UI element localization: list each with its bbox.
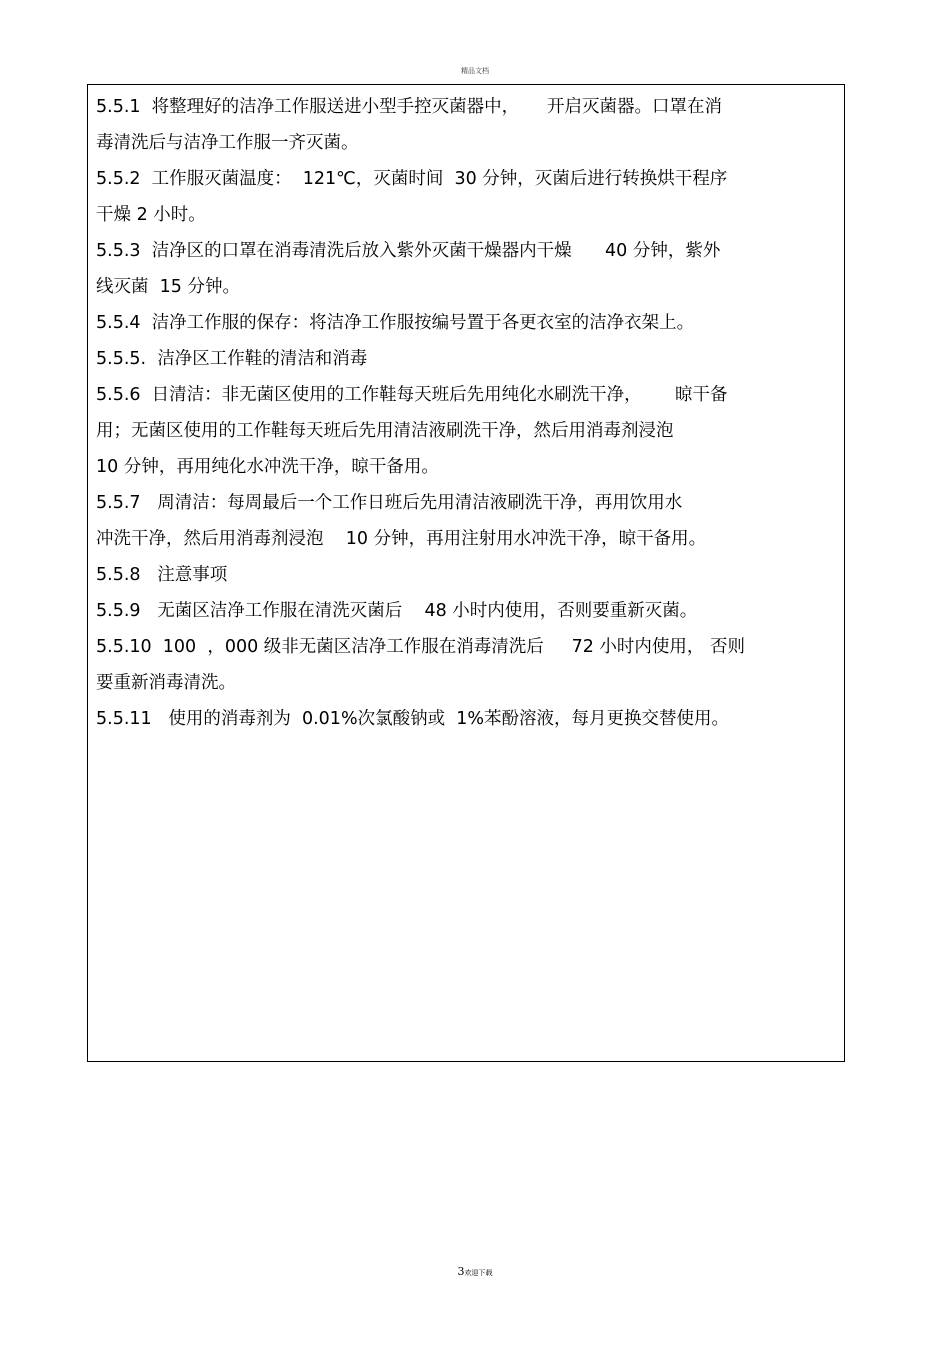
text-line: 5.5.4 洁净工作服的保存：将洁净工作服按编号置于各更衣室的洁净衣架上。 xyxy=(96,313,695,333)
text-line: 5.5.7 周清洁：每周最后一个工作日班后先用清洁液刷洗干净，再用饮用水 xyxy=(96,493,683,513)
text-line: 毒清洗后与洁净工作服一齐灭菌。 xyxy=(96,133,359,153)
text-line: 5.5.5. 洁净区工作鞋的清洁和消毒 xyxy=(96,349,368,369)
text-line: 10 分钟，再用纯化水冲洗干净，晾干备用。 xyxy=(96,457,439,477)
text-line: 5.5.3 洁净区的口罩在消毒清洗后放入紫外灭菌干燥器内干燥 40 分钟，紫外 xyxy=(96,241,721,261)
text-line: 5.5.1 将整理好的洁净工作服送进小型手控灭菌器中， 开启灭菌器。口罩在消 xyxy=(96,97,722,117)
header-watermark: 精品文档 xyxy=(461,67,489,75)
text-line: 5.5.6 日清洁：非无菌区使用的工作鞋每天班后先用纯化水刷洗干净， 晾干备 xyxy=(96,385,728,405)
content-lines xyxy=(96,89,838,737)
page-number: 3 xyxy=(457,1265,465,1278)
text-line: 冲洗干净，然后用消毒剂浸泡 10 分钟，再用注射用水冲洗干净，晾干备用。 xyxy=(96,529,707,549)
footer-text: 欢迎下载 xyxy=(464,1269,493,1277)
text-line: 5.5.9 无菌区洁净工作服在清洗灭菌后 48 小时内使用，否则要重新灭菌。 xyxy=(96,601,698,621)
text-line: 干燥 2 小时。 xyxy=(96,205,206,225)
text-line: 5.5.10 100 ，000 级非无菌区洁净工作服在消毒清洗后 72 小时内使用， 否则 xyxy=(96,637,745,657)
text-line: 用；无菌区使用的工作鞋每天班后先用清洁液刷洗干净，然后用消毒剂浸泡 xyxy=(96,421,674,441)
text-line: 要重新消毒清洗。 xyxy=(96,673,236,693)
text-line: 线灭菌 15 分钟。 xyxy=(96,277,240,297)
text-line: 5.5.8 注意事项 xyxy=(96,565,228,585)
text-line: 5.5.11 使用的消毒剂为 0.01%次氯酸钠或 1%苯酚溶液，每月更换交替使用。 xyxy=(96,709,729,729)
text-line: 5.5.2 工作服灭菌温度： 121℃，灭菌时间 30 分钟，灭菌后进行转换烘干程序 xyxy=(96,169,728,189)
page-footer xyxy=(0,1260,950,1279)
content-box xyxy=(87,84,845,1062)
